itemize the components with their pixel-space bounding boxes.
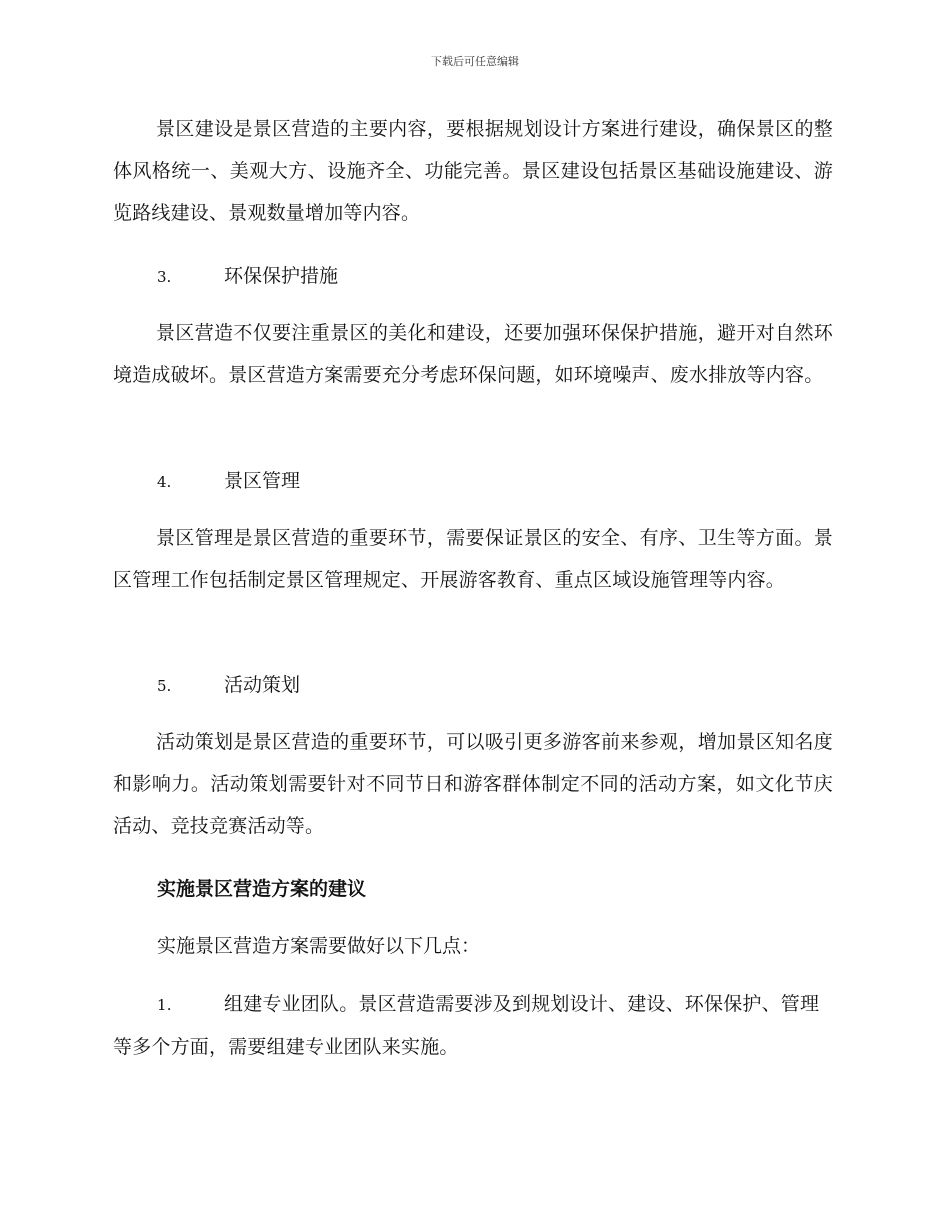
paragraph-scenic-construction: 景区建设是景区营造的主要内容，要根据规划设计方案进行建设，确保景区的整体风格统一、美观大方、设施齐全、功能完善。景区建设包括景区基础设施建设、游览路线建设、景观数量增加等内容。 [113,118,833,224]
intro-text: 实施景区营造方案需要做好以下几点： [157,935,481,957]
list-item-3 [157,255,338,297]
paragraph-environmental-protection: 景区营造不仅要注重景区的美化和建设，还要加强环保保护措施，避开对自然环境造成破坏。景区营造方案需要充分考虑环保问题，如环境噪声、废水排放等内容。 [113,322,833,386]
paragraph-activity-planning: 活动策划是景区营造的重要环节，可以吸引更多游客前来参观，增加景区知名度和影响力。活动策划需要针对不同节日和游客群体制定不同的活动方案，如文化节庆活动、竞技竞赛活动等。 [113,731,833,837]
list-item-number: 1. [157,996,172,1014]
list-item-text: 组建专业团队。景区营造需要涉及到规划设计、建设、环保保护、管理等多个方面，需要组建专业团队来实施。 [113,993,820,1058]
list-item-number: 5. [157,677,172,695]
list-item-label: 活动策划 [224,674,301,696]
list-item-1 [113,983,823,1068]
list-item-number: 3. [157,268,172,286]
list-item-number: 4. [157,473,172,491]
list-item-4 [157,460,300,502]
page-header: 下载后可任意编辑 [431,55,519,68]
paragraph-scenic-management: 景区管理是景区营造的重要环节，需要保证景区的安全、有序、卫生等方面。景区管理工作包括制定景区管理规定、开展游客教育、重点区域设施管理等内容。 [113,527,833,591]
section-heading: 实施景区营造方案的建议 [157,878,367,900]
list-item-label: 环保保护措施 [224,265,339,287]
list-item-label: 景区管理 [224,470,301,492]
list-item-5 [157,664,300,706]
